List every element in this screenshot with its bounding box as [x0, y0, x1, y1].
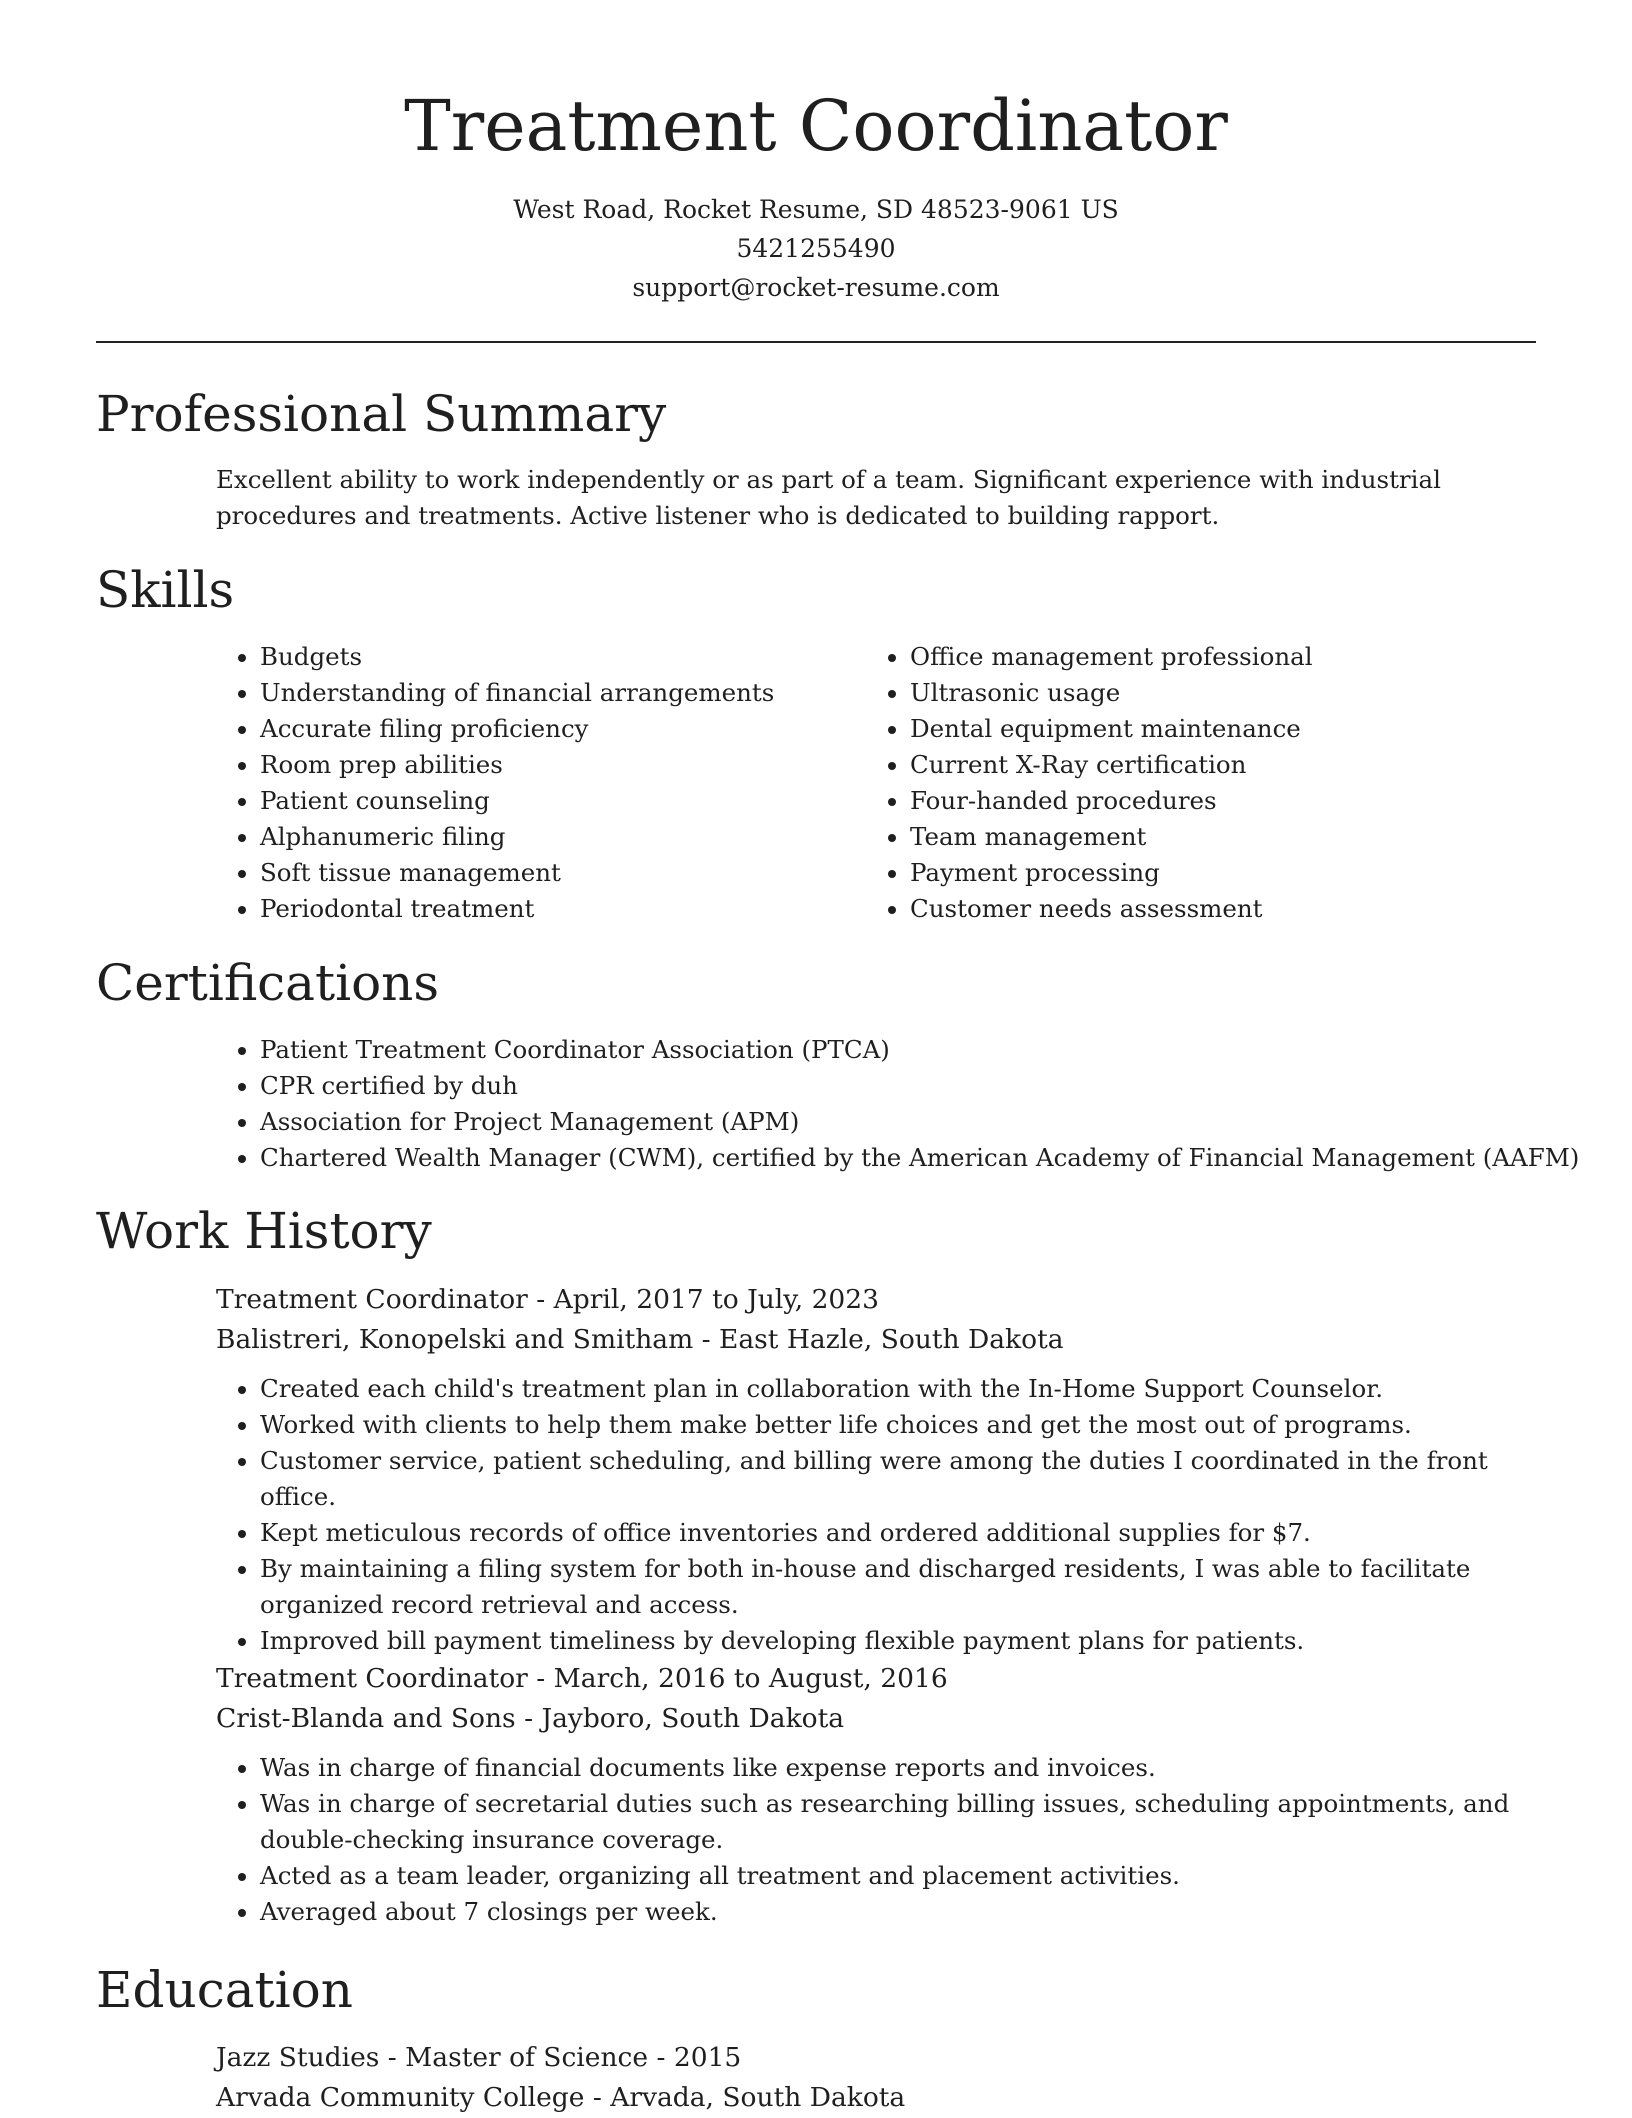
job-duties: [216, 1750, 1536, 1930]
job-title-dates: Treatment Coordinator - March, 2016 to August, 2016: [216, 1663, 948, 1694]
summary-text: Excellent ability to work independently or as part of a team. Significant experience with industrial procedures and treatments. Active listener who is dedicated to building rapport.: [216, 465, 1441, 530]
certification-item: • Association for Project Management (APM): [260, 1104, 1536, 1140]
contact-email: support@rocket-resume.com: [632, 273, 1000, 302]
skill-item: • Ultrasonic usage: [910, 675, 1486, 711]
summary-heading: Professional Summary: [96, 385, 667, 443]
job-duty: • Acted as a team leader, organizing all treatment and placement activities.: [260, 1858, 1536, 1894]
skill-item: • Four-handed procedures: [910, 783, 1486, 819]
skill-item: • Alphanumeric filing: [260, 819, 836, 855]
education-heading: Education: [96, 1961, 353, 2019]
job-entry: [216, 1280, 1536, 1659]
skill-item: • Payment processing: [910, 855, 1486, 891]
job-entry: [216, 1659, 1536, 1930]
header-divider: [96, 341, 1536, 343]
skill-item: • Budgets: [260, 639, 836, 675]
skill-item: • Understanding of financial arrangements: [260, 675, 836, 711]
skills-list-right: [866, 639, 1486, 927]
certifications-bullets: [216, 1032, 1580, 1176]
job-duty: • Was in charge of secretarial duties such as researching billing issues, scheduling appointments, and double-checking insurance coverage.: [260, 1786, 1536, 1858]
skill-item: • Dental equipment maintenance: [910, 711, 1486, 747]
skills-list-left: [216, 639, 836, 927]
job-duty: • Customer service, patient scheduling, and billing were among the duties I coordinated in the front office.: [260, 1443, 1536, 1515]
certification-item: • Patient Treatment Coordinator Association (PTCA): [260, 1032, 1536, 1068]
skill-item: • Customer needs assessment: [910, 891, 1486, 927]
job-company-location: Crist-Blanda and Sons - Jayboro, South Dakota: [216, 1703, 845, 1734]
job-duty: • Kept meticulous records of office inventories and ordered additional supplies for $7.: [260, 1515, 1536, 1551]
contact-block: [96, 190, 1536, 307]
skill-item: • Team management: [910, 819, 1486, 855]
job-duty: • By maintaining a filing system for both in-house and discharged residents, I was able to facilitate organized record retrieval and access.: [260, 1551, 1536, 1623]
skill-item: • Periodontal treatment: [260, 891, 836, 927]
education-school: Arvada Community College - Arvada, South Dakota: [216, 2082, 906, 2113]
job-duty: • Created each child's treatment plan in collaboration with the In-Home Support Counselor.: [260, 1371, 1536, 1407]
job-company-location: Balistreri, Konopelski and Smitham - East Hazle, South Dakota: [216, 1324, 1064, 1355]
contact-phone: 5421255490: [736, 234, 896, 263]
job-title-dates: Treatment Coordinator - April, 2017 to July, 2023: [216, 1284, 880, 1315]
job-duty: • Improved bill payment timeliness by developing flexible payment plans for patients.: [260, 1623, 1536, 1659]
job-duty: • Worked with clients to help them make better life choices and get the most out of programs.: [260, 1407, 1536, 1443]
candidate-name: Treatment Coordinator: [404, 85, 1228, 167]
resume-header: [96, 0, 1536, 307]
resume-page: [96, 0, 1580, 2113]
skill-item: • Room prep abilities: [260, 747, 836, 783]
contact-address: West Road, Rocket Resume, SD 48523-9061 US: [513, 195, 1119, 224]
skill-item: • Office management professional: [910, 639, 1486, 675]
skill-item: • Accurate filing proficiency: [260, 711, 836, 747]
certifications-heading: Certifications: [96, 954, 440, 1012]
skill-item: • Patient counseling: [260, 783, 836, 819]
certifications-list: [216, 1032, 1580, 1176]
job-duty: • Was in charge of financial documents like expense reports and invoices.: [260, 1750, 1536, 1786]
skills-column-right: [866, 639, 1486, 927]
skills-column-left: [216, 639, 836, 927]
certification-item: • Chartered Wealth Manager (CWM), certified by the American Academy of Financial Management (AAFM): [260, 1140, 1536, 1176]
certification-item: • CPR certified by duh: [260, 1068, 1536, 1104]
education-degree: Jazz Studies - Master of Science - 2015: [216, 2042, 742, 2073]
job-duty: • Averaged about 7 closings per week.: [260, 1894, 1536, 1930]
skills-heading: Skills: [96, 561, 235, 619]
job-duties: [216, 1371, 1536, 1659]
education-entry: [216, 2038, 1536, 2118]
skill-item: • Soft tissue management: [260, 855, 836, 891]
skill-item: • Current X-Ray certification: [910, 747, 1486, 783]
work-history-heading: Work History: [96, 1202, 432, 1260]
